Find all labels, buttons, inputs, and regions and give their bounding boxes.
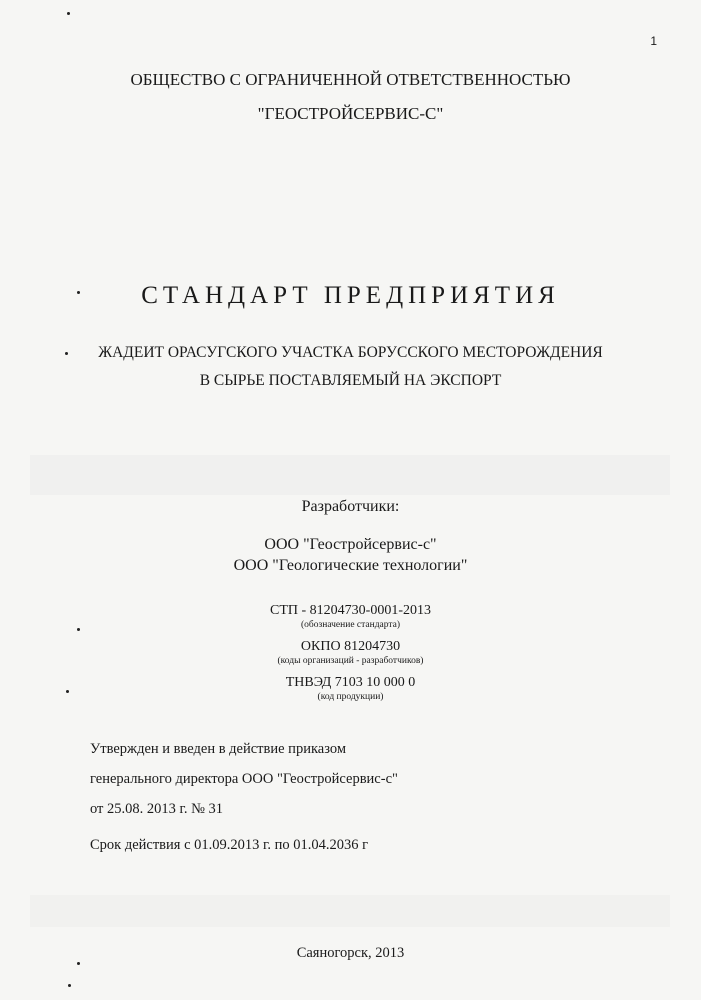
standard-designation: СТП - 81204730-0001-2013 [270,603,431,618]
scan-speck [65,352,68,355]
scan-speck [66,690,69,693]
okpo-code: ОКПО 81204730 [300,639,401,654]
scan-speck [77,962,80,965]
scan-speck [67,12,70,15]
page-number: 1 [650,34,657,48]
document-subtitle-line1: ЖАДЕИТ ОРАСУГСКОГО УЧАСТКА БОРУССКОГО МЕСТОРОЖДЕНИЯ [98,344,603,361]
document-title: СТАНДАРТ ПРЕДПРИЯТИЯ [141,282,560,309]
city-year: Саяногорск, 2013 [296,945,405,961]
approval-line: Утвержден и введен в действие приказом [90,741,347,757]
product-code-caption: (код продукции) [317,692,384,702]
scan-speck [68,984,71,987]
developers-heading: Разработчики: [301,498,400,515]
organization-name-line1: ОБЩЕСТВО С ОГРАНИЧЕННОЙ ОТВЕТСТВЕННОСТЬЮ [130,70,571,89]
product-code: ТНВЭД 7103 10 000 0 [285,675,416,690]
scan-speck [77,628,80,631]
developer-item: ООО "Геостройсервис-с" [264,536,437,553]
developer-item: ООО "Геологические технологии" [233,557,468,574]
approval-line: генерального директора ООО "Геостройсервис-с" [90,771,398,787]
document-subtitle-line2: В СЫРЬЕ ПОСТАВЛЯЕМЫЙ НА ЭКСПОРТ [199,372,502,389]
approval-order-date: от 25.08. 2013 г. № 31 [90,801,224,817]
bleed-through-band [30,895,670,927]
bleed-through-band [30,455,670,495]
okpo-code-caption: (коды организаций - разработчиков) [277,656,424,666]
organization-name-line2: "ГЕОСТРОЙСЕРВИС-С" [257,104,444,123]
validity-period: Срок действия с 01.09.2013 г. по 01.04.2036 г [90,837,369,853]
standard-designation-caption: (обозначение стандарта) [300,620,401,630]
scan-speck [77,291,80,294]
